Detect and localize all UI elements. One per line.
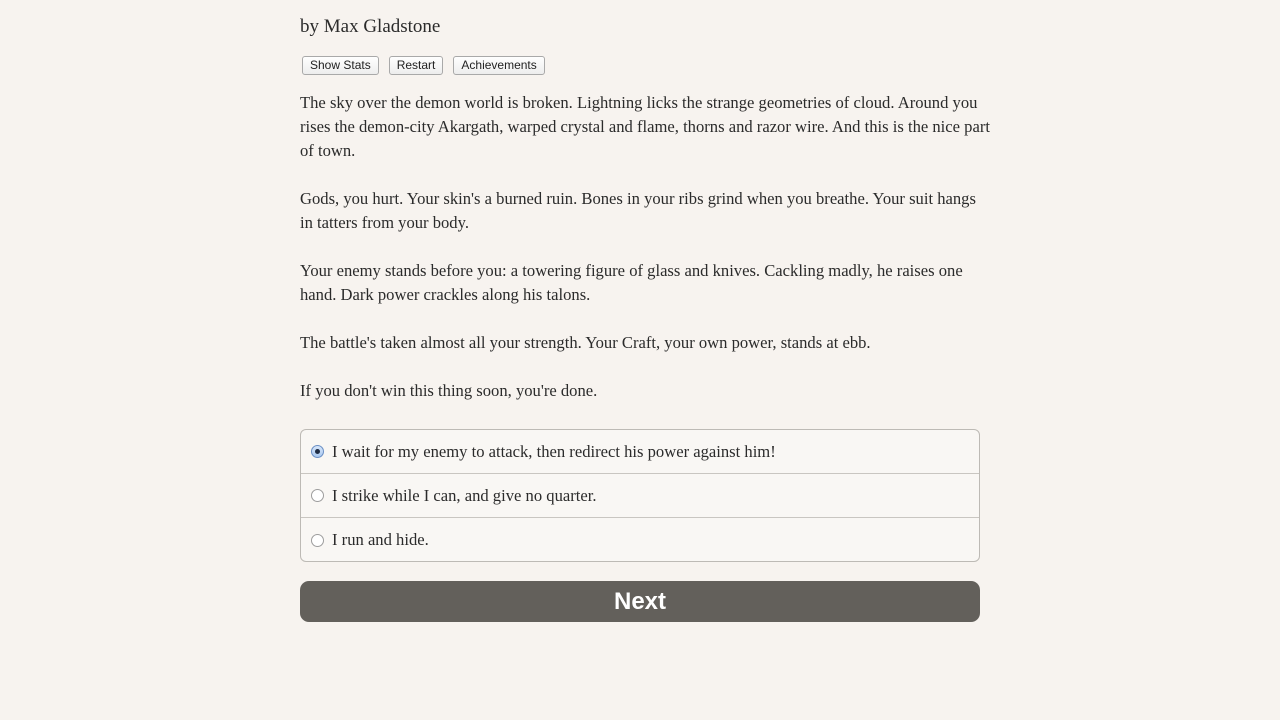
choice-option-counter[interactable] <box>301 430 979 474</box>
choice-label: I wait for my enemy to attack, then redirect his power against him! <box>332 441 776 461</box>
story-text <box>300 91 990 427</box>
radio-button-icon[interactable] <box>311 534 324 547</box>
restart-button[interactable]: Restart <box>389 56 444 75</box>
toolbar <box>302 56 545 75</box>
achievements-button[interactable]: Achievements <box>453 56 544 75</box>
story-paragraph: The sky over the demon world is broken. Lightning licks the strange geometries of cloud. Around you rises the demon-city Akargath, warped crystal and flame, thorns and razor wire. And this is the nice part of town. <box>300 93 990 160</box>
next-button[interactable]: Next <box>300 581 980 622</box>
show-stats-button[interactable]: Show Stats <box>302 56 379 75</box>
story-paragraph: The battle's taken almost all your strength. Your Craft, your own power, stands at ebb. <box>300 333 871 352</box>
story-paragraph: Your enemy stands before you: a towering figure of glass and knives. Cackling madly, he raises one hand. Dark power crackles along his talons. <box>300 261 963 304</box>
choice-option-hide[interactable] <box>301 518 979 562</box>
choice-list <box>300 429 980 562</box>
choice-label: I strike while I can, and give no quarter. <box>332 485 597 505</box>
choice-label: I run and hide. <box>332 530 429 549</box>
story-paragraph: If you don't win this thing soon, you're done. <box>300 381 598 400</box>
radio-button-icon[interactable] <box>311 489 324 502</box>
story-paragraph: Gods, you hurt. Your skin's a burned ruin. Bones in your ribs grind when you breathe. Your suit hangs in tatters from your body. <box>300 189 976 232</box>
author-byline: by Max Gladstone <box>300 16 441 37</box>
choice-option-strike[interactable] <box>301 474 979 518</box>
radio-button-icon[interactable] <box>311 445 324 458</box>
